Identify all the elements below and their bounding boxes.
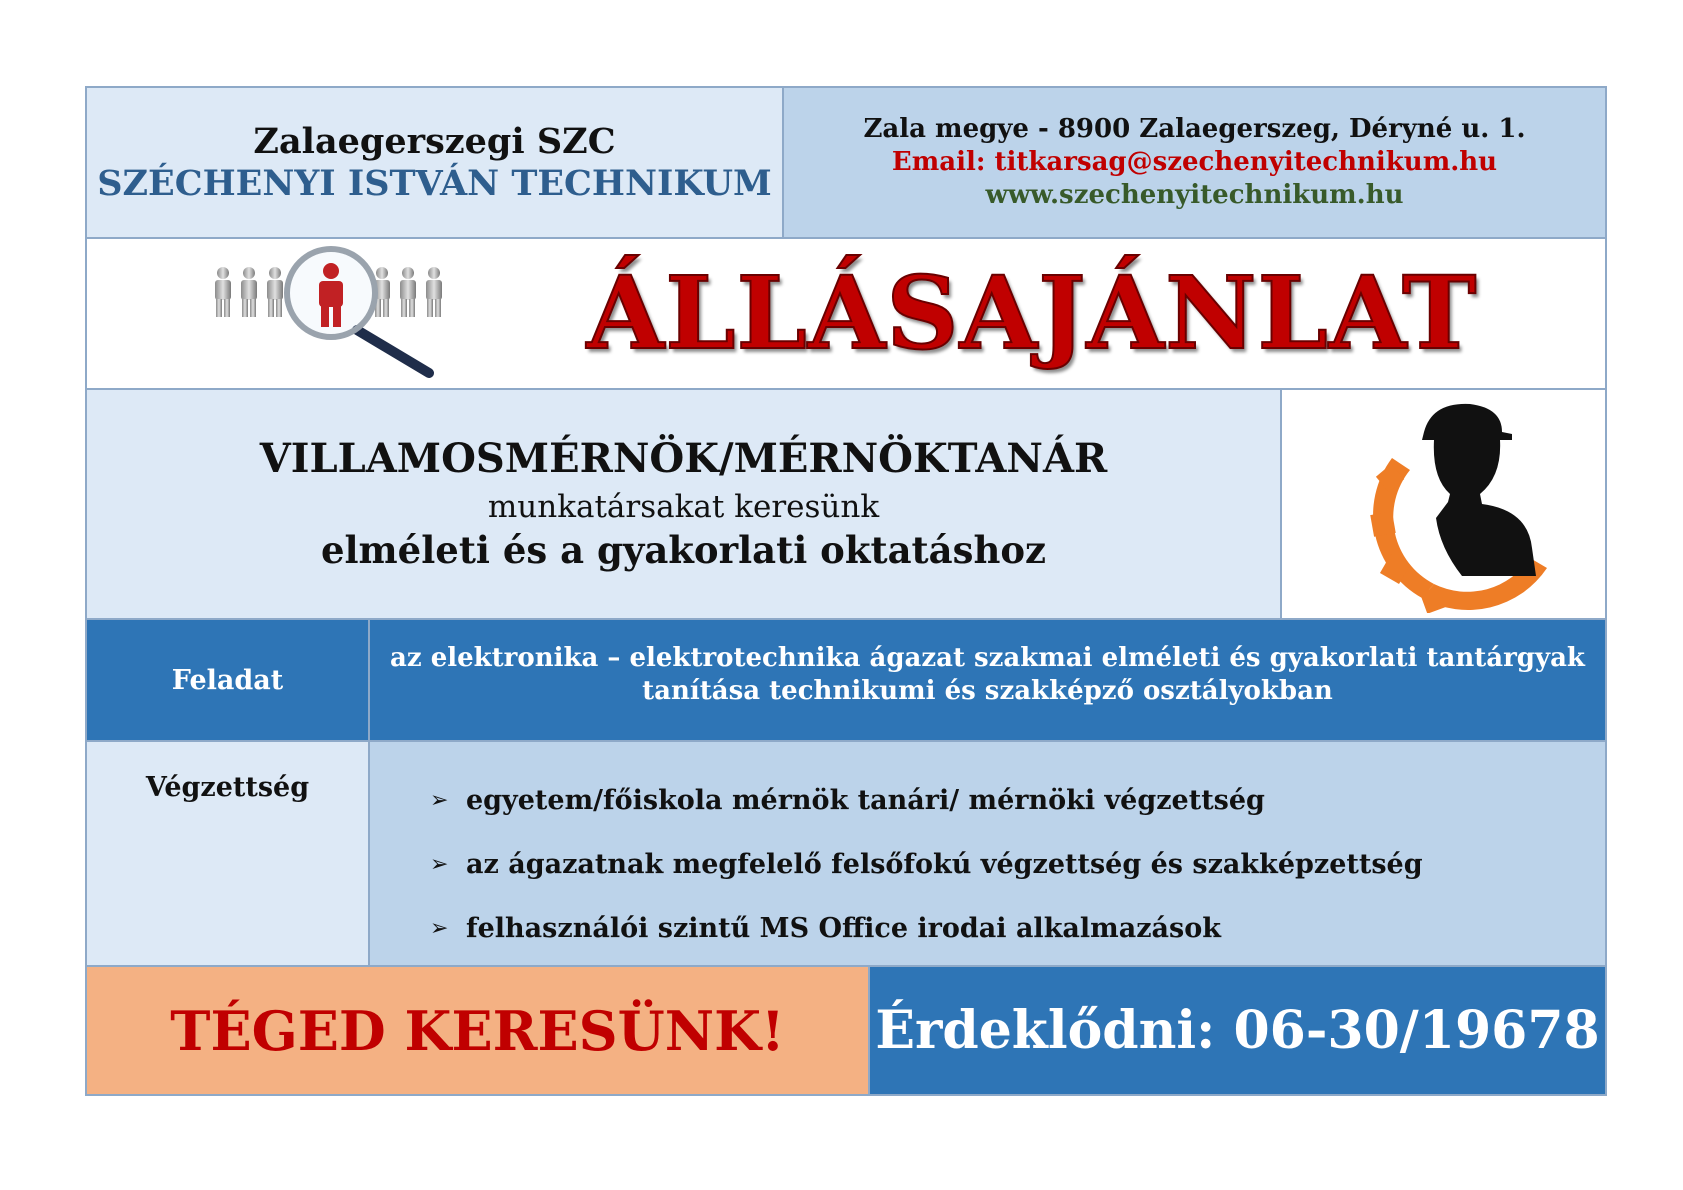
education-item: egyetem/főiskola mérnök tanári/ mérnöki végzettség — [466, 784, 1265, 816]
list-item — [430, 768, 1605, 832]
list-item — [430, 832, 1605, 896]
page-title: ÁLLÁSAJÁNLAT — [586, 254, 1478, 372]
task-line-1: az elektronika – elektrotechnika ágazat szakmai elméleti és gyakorlati tantárgyak — [390, 643, 1585, 673]
arrow-bullet-icon: ➢ — [430, 787, 449, 813]
task-line-2: tanítása technikumi és szakképző osztályokban — [642, 676, 1333, 706]
education-item: az ágazatnak megfelelő felsőfokú végzettség és szakképzettség — [466, 848, 1423, 880]
education-list — [370, 742, 1605, 967]
worker-image-block — [1282, 390, 1605, 620]
task-label: Feladat — [87, 620, 370, 742]
position-name: VILLAMOSMÉRNÖK/MÉRNÖKTANÁR — [259, 435, 1108, 482]
position-purpose: elméleti és a gyakorlati oktatáshoz — [320, 528, 1047, 572]
worker-gear-icon — [1352, 398, 1562, 613]
contact-phone: Érdeklődni: 06-30/19678 — [870, 967, 1605, 1094]
education-label: Végzettség — [87, 742, 370, 967]
arrow-bullet-icon: ➢ — [430, 851, 449, 877]
title-row — [87, 239, 1605, 390]
address: Zala megye - 8900 Zalaegerszeg, Déryné u. 1. — [863, 114, 1526, 144]
website: www.szechenyitechnikum.hu — [985, 180, 1404, 210]
task-description — [370, 620, 1605, 742]
email: Email: titkarsag@szechenyitechnikum.hu — [891, 147, 1498, 177]
list-item — [430, 896, 1605, 960]
position-subtitle: munkatársakat keresünk — [487, 489, 880, 525]
contact-block — [784, 88, 1605, 239]
org-name: Zalaegerszegi SZC — [253, 120, 616, 162]
slogan: TÉGED KERESÜNK! — [87, 967, 870, 1094]
education-item: felhasználói szintű MS Office irodai alkalmazások — [466, 912, 1221, 944]
job-offer-poster — [85, 86, 1607, 1096]
people-search-icon — [207, 245, 457, 380]
school-name-block — [87, 88, 784, 239]
arrow-bullet-icon: ➢ — [430, 915, 449, 941]
position-block — [87, 390, 1282, 620]
school-name: SZÉCHENYI ISTVÁN TECHNIKUM — [97, 162, 772, 204]
